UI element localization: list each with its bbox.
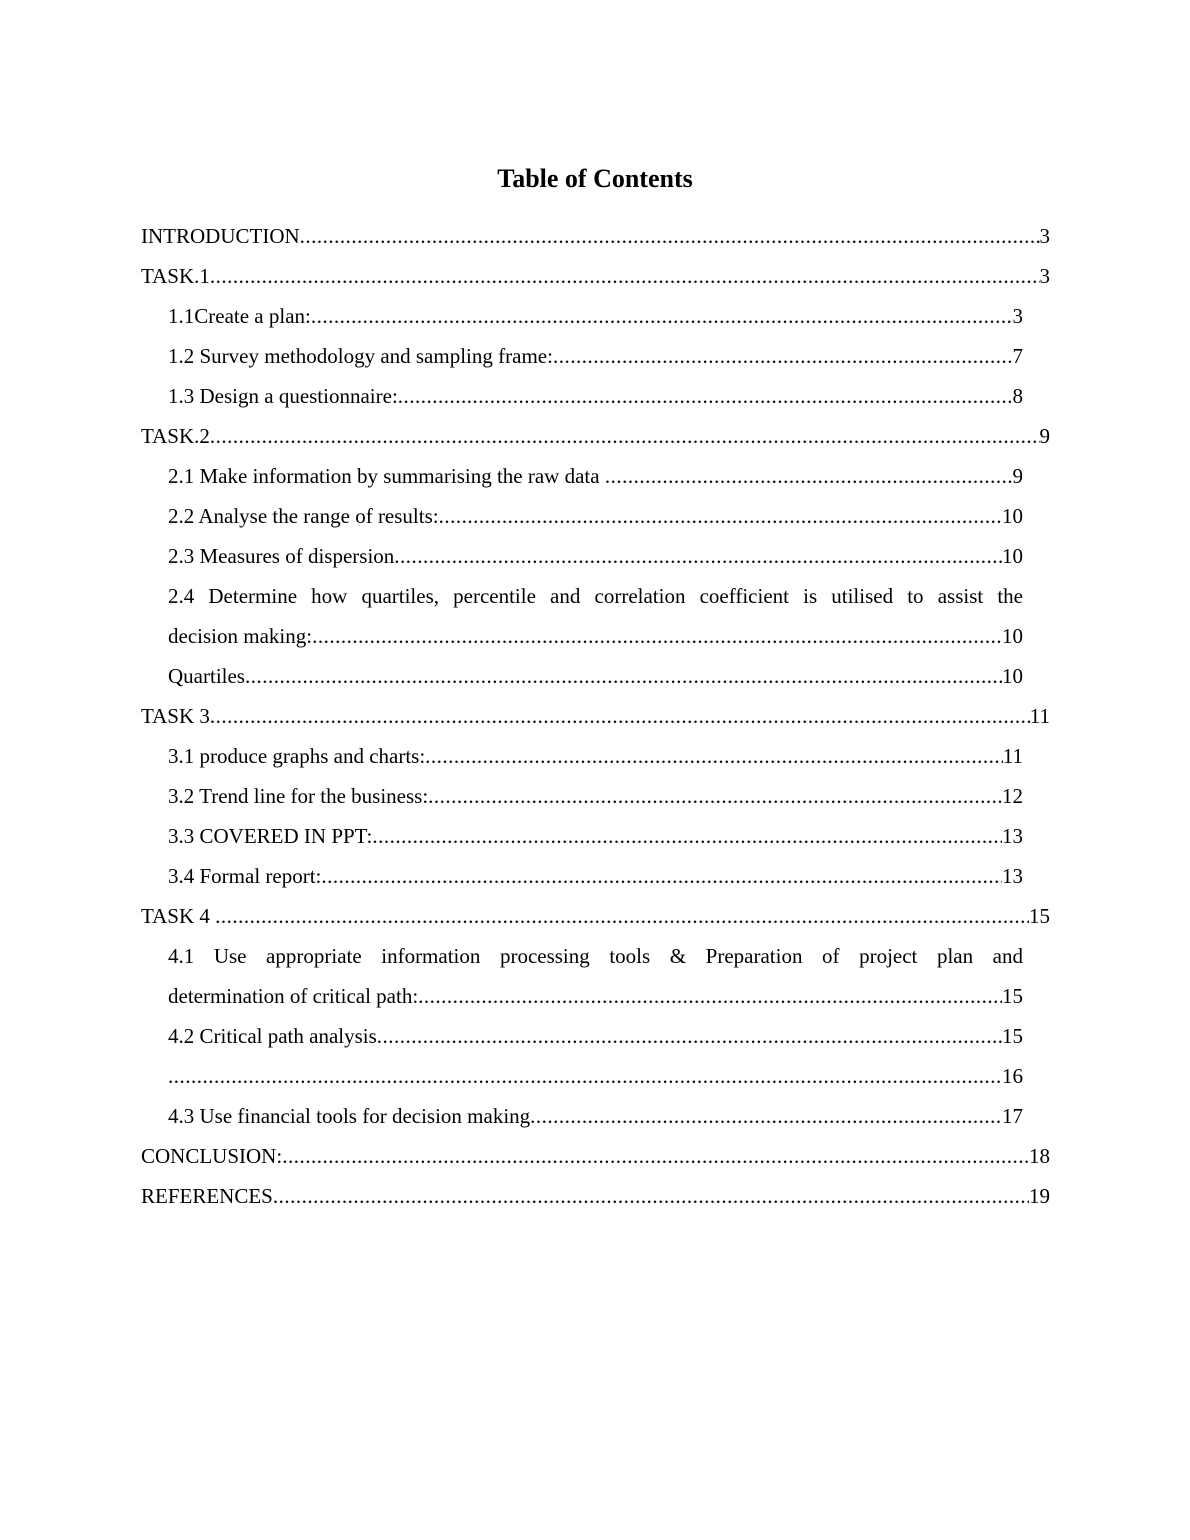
leader-dots [398,376,1013,416]
toc-entry-text: TASK.1 [141,264,210,288]
toc-entry-conclusion[interactable] [141,1136,1050,1176]
table-of-contents [141,216,1050,1216]
toc-entry-text: 1.2 Survey methodology and sampling frame: [168,344,553,368]
toc-entry-4-2[interactable] [168,1016,1023,1056]
toc-entry-page: 3 [1039,224,1050,248]
toc-entry-page: 12 [1002,784,1023,808]
toc-entry-page: 16 [1002,1064,1023,1088]
toc-entry-text-continued: decision making: [168,624,313,648]
leader-dots [312,616,1002,656]
toc-entry-text: 3.2 Trend line for the business: [168,784,429,808]
toc-entry-2-1[interactable] [168,456,1023,496]
toc-entry-task-4[interactable] [141,896,1050,936]
leader-dots [321,856,1002,896]
leader-dots [418,976,1002,1016]
leader-dots [168,1056,1002,1096]
toc-entry-page: 13 [1002,824,1023,848]
toc-entry-text: 3.4 Formal report: [168,864,322,888]
toc-entry-4-1[interactable] [168,936,1023,1016]
toc-entry-untitled[interactable] [168,1056,1023,1096]
toc-entry-3-3[interactable] [168,816,1023,856]
toc-entry-page: 15 [1002,984,1023,1008]
leader-dots [439,496,1002,536]
toc-entry-page: 11 [1002,744,1023,768]
toc-entry-page: 17 [1002,1104,1023,1128]
toc-entry-1-2[interactable] [168,336,1023,376]
toc-entry-introduction[interactable] [141,216,1050,256]
leader-dots [210,696,1030,736]
toc-entry-text: Quartiles [168,664,245,688]
leader-dots [311,296,1013,336]
toc-entry-page: 19 [1029,1184,1050,1208]
toc-entry-text: REFERENCES [141,1184,273,1208]
leader-dots [300,216,1040,256]
leader-dots [605,456,1013,496]
toc-entry-page: 9 [1039,424,1050,448]
leader-dots [210,256,1040,296]
toc-entry-task-3[interactable] [141,696,1050,736]
toc-entry-page: 10 [1002,504,1023,528]
page-title: Table of Contents [497,164,693,193]
toc-entry-text: 2.3 Measures of dispersion [168,544,395,568]
leader-dots [215,896,1029,936]
toc-entry-text: 3.3 COVERED IN PPT: [168,824,373,848]
leader-dots [273,1176,1029,1216]
toc-entry-text: TASK 4 [141,904,216,928]
leader-dots [245,656,1002,696]
toc-entry-task-2[interactable] [141,416,1050,456]
toc-entry-page: 7 [1012,344,1023,368]
toc-entry-page: 3 [1039,264,1050,288]
toc-entry-text: 2.2 Analyse the range of results: [168,504,439,528]
toc-entry-3-4[interactable] [168,856,1023,896]
toc-entry-references[interactable] [141,1176,1050,1216]
toc-entry-text: 4.2 Critical path analysis [168,1024,377,1048]
toc-entry-3-1[interactable] [168,736,1023,776]
toc-entry-page: 13 [1002,864,1023,888]
toc-entry-2-4[interactable] [168,576,1023,656]
leader-dots [394,536,1002,576]
toc-entry-3-2[interactable] [168,776,1023,816]
toc-entry-text: TASK.2 [141,424,210,448]
toc-entry-text: INTRODUCTION [141,224,300,248]
toc-entry-2-2[interactable] [168,496,1023,536]
toc-entry-page: 10 [1002,624,1023,648]
toc-entry-page: 18 [1029,1144,1050,1168]
leader-dots [372,816,1002,856]
toc-entry-1-3[interactable] [168,376,1023,416]
leader-dots [428,776,1002,816]
leader-dots [377,1016,1002,1056]
leader-dots [282,1136,1029,1176]
toc-entry-4-3[interactable] [168,1096,1023,1136]
toc-entry-text: 4.3 Use financial tools for decision making [168,1104,531,1128]
toc-entry-page: 10 [1002,664,1023,688]
toc-entry-2-3[interactable] [168,536,1023,576]
toc-entry-text: 1.1Create a plan: [168,304,311,328]
toc-entry-text: 2.4 Determine how quartiles, percentile and correlation coefficient is utilised to assist the [168,584,1023,608]
toc-entry-page: 8 [1012,384,1023,408]
toc-entry-quartiles[interactable] [168,656,1023,696]
leader-dots [210,416,1040,456]
toc-entry-page: 11 [1029,704,1050,728]
toc-entry-page: 3 [1012,304,1023,328]
toc-entry-text: 4.1 Use appropriate information processing tools & Preparation of project plan and [168,944,1023,968]
toc-entry-1-1[interactable] [168,296,1023,336]
toc-entry-text: 2.1 Make information by summarising the raw data [168,464,605,488]
toc-entry-text: 3.1 produce graphs and charts: [168,744,426,768]
toc-entry-page: 15 [1002,1024,1023,1048]
leader-dots [553,336,1013,376]
toc-entry-text: CONCLUSION: [141,1144,283,1168]
leader-dots [530,1096,1002,1136]
toc-entry-page: 10 [1002,544,1023,568]
toc-entry-text: TASK 3 [141,704,210,728]
toc-entry-task-1[interactable] [141,256,1050,296]
toc-entry-text: 1.3 Design a questionnaire: [168,384,398,408]
toc-entry-text-continued: determination of critical path: [168,984,419,1008]
toc-entry-page: 15 [1029,904,1050,928]
toc-entry-page: 9 [1012,464,1023,488]
leader-dots [425,736,1003,776]
